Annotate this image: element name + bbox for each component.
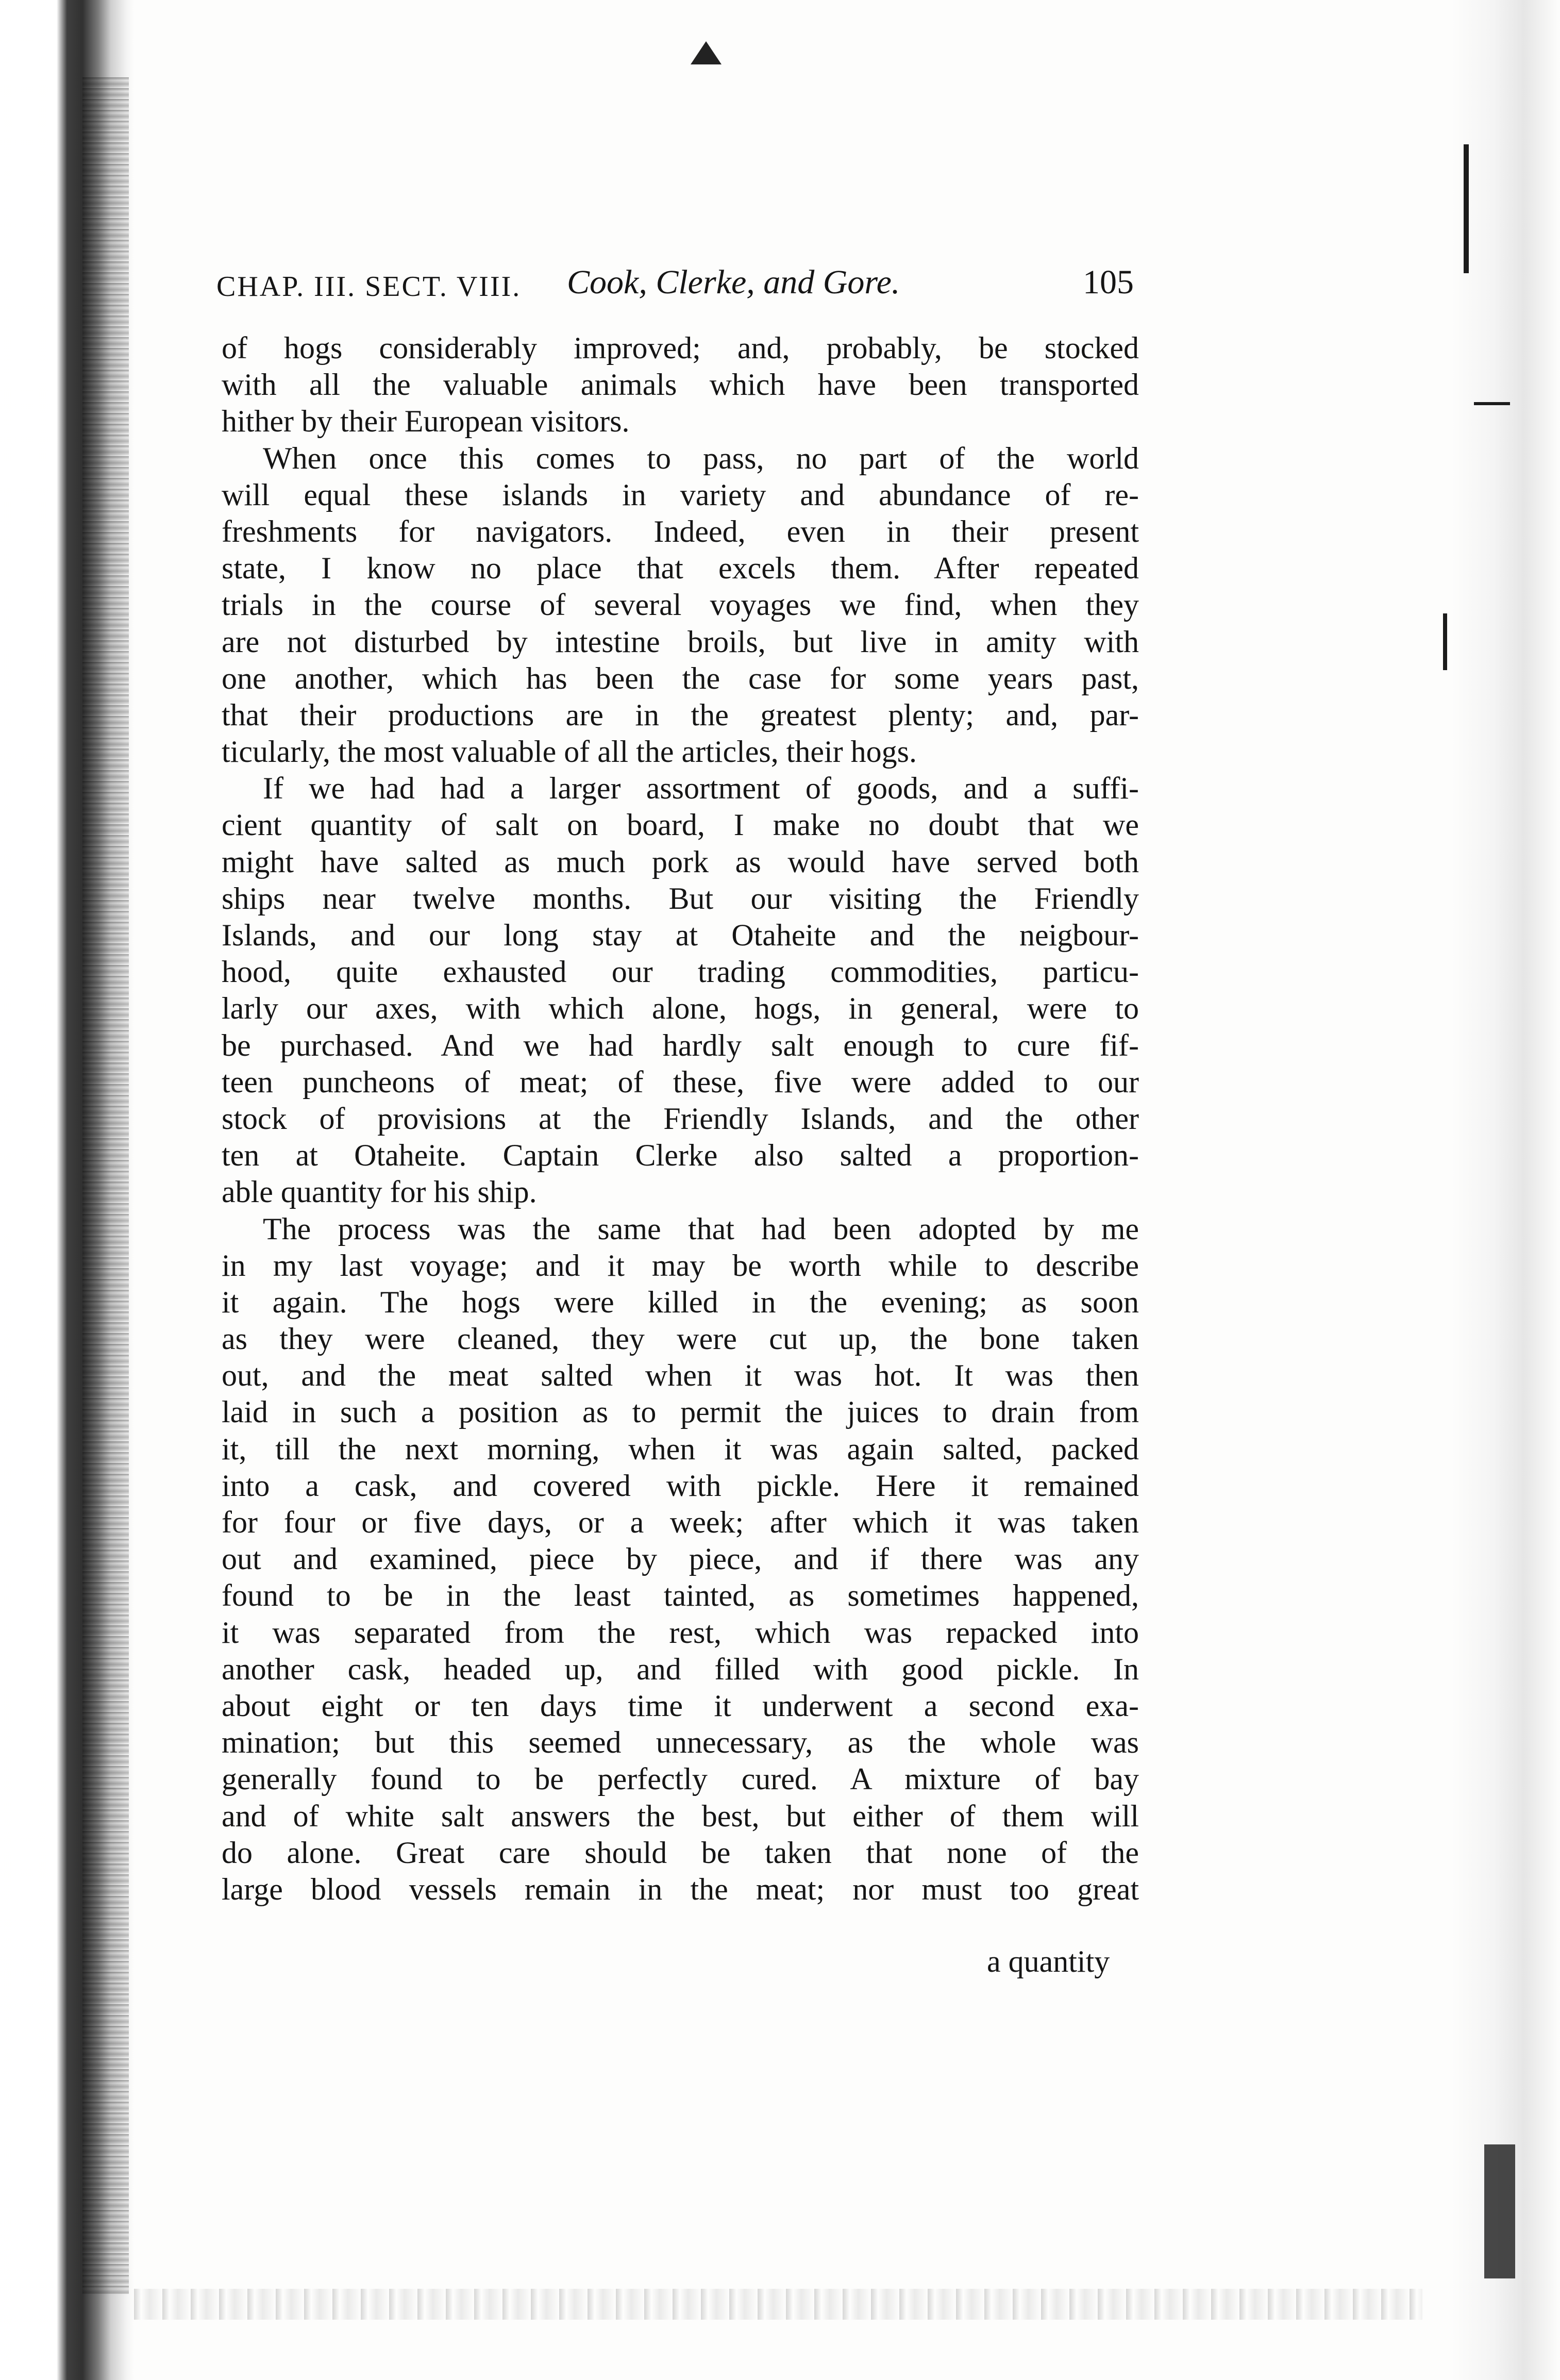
text-line: state, I know no place that excels them. After repeated [222, 551, 1139, 586]
text-line: Islands, and our long stay at Otaheite and the neigbour- [222, 918, 1139, 952]
text-line: be purchased. And we had hardly salt enough to cure fif- [222, 1028, 1139, 1062]
edge-mark [1484, 2144, 1515, 2278]
text-line: If we had had a larger assortment of goods, and a suffi- [263, 771, 1139, 806]
text-line: larly our axes, with which alone, hogs, in general, were to [222, 991, 1139, 1026]
chapter-section: CHAP. III. SECT. VIII. [216, 271, 522, 303]
text-line: one another, which has been the case for some years past, [222, 661, 1139, 695]
text-line: with all the valuable animals which have been transported [222, 368, 1139, 402]
text-line: it, till the next morning, when it was again salted, packed [222, 1432, 1139, 1466]
bottom-scan-noise [134, 2289, 1422, 2320]
text-line: about eight or ten days time it underwent a second exa- [222, 1688, 1139, 1723]
text-line: it again. The hogs were killed in the evening; as soon [222, 1285, 1139, 1319]
text-line: able quantity for his ship. [222, 1175, 537, 1209]
text-line: as they were cleaned, they were cut up, the bone taken [222, 1322, 1139, 1356]
text-line: hood, quite exhausted our trading commodities, particu- [222, 955, 1139, 989]
text-line: mination; but this seemed unnecessary, as the whole was [222, 1725, 1139, 1760]
text-line: ships near twelve months. But our visiting the Friendly [222, 881, 1139, 916]
gutter-speckle [82, 77, 129, 2294]
text-line: teen puncheons of meat; of these, five were added to our [222, 1064, 1139, 1099]
text-line: large blood vessels remain in the meat; nor must too great [222, 1872, 1139, 1906]
body-text [222, 330, 1139, 1908]
text-line: do alone. Great care should be taken that none of the [222, 1835, 1139, 1870]
page-right-edge [1452, 0, 1560, 2380]
text-line: out and examined, piece by piece, and if there was any [222, 1542, 1139, 1576]
text-line: laid in such a position as to permit the juices to drain from [222, 1395, 1139, 1429]
edge-mark [1474, 402, 1510, 405]
text-line: might have salted as much pork as would have served both [222, 844, 1139, 879]
text-line: into a cask, and covered with pickle. Here it remained [222, 1468, 1139, 1503]
text-line: ticularly, the most valuable of all the articles, their hogs. [222, 735, 917, 769]
running-title: Cook, Clerke, and Gore. [567, 263, 900, 301]
text-line: for four or five days, or a week; after which it was taken [222, 1505, 1139, 1539]
text-line: The process was the same that had been adopted by me [263, 1211, 1139, 1246]
text-line: freshments for navigators. Indeed, even in their present [222, 514, 1139, 548]
edge-mark [1443, 613, 1447, 670]
text-line: cient quantity of salt on board, I make no doubt that we [222, 808, 1139, 842]
catchword: a quantity [987, 1944, 1110, 1978]
text-line: stock of provisions at the Friendly Islands, and the other [222, 1101, 1139, 1136]
text-line: found to be in the least tainted, as sometimes happened, [222, 1578, 1139, 1613]
edge-mark [1464, 144, 1469, 273]
scan-mark [691, 41, 722, 64]
text-line: ten at Otaheite. Captain Clerke also salted a proportion- [222, 1138, 1139, 1173]
text-line: it was separated from the rest, which was repacked into [222, 1615, 1139, 1650]
text-line: of hogs considerably improved; and, probably, be stocked [222, 331, 1139, 365]
text-line: out, and the meat salted when it was hot. It was then [222, 1358, 1139, 1393]
text-line: will equal these islands in variety and abundance of re- [222, 477, 1139, 512]
running-header [216, 263, 1134, 309]
text-line: and of white salt answers the best, but either of them will [222, 1799, 1139, 1833]
text-line: in my last voyage; and it may be worth while to describe [222, 1248, 1139, 1283]
text-line: another cask, headed up, and filled with good pickle. In [222, 1652, 1139, 1686]
page-number: 105 [1083, 263, 1134, 301]
text-line: are not disturbed by intestine broils, but live in amity with [222, 624, 1139, 659]
text-line: that their productions are in the greatest plenty; and, par- [222, 697, 1139, 732]
text-line: trials in the course of several voyages we find, when they [222, 588, 1139, 622]
text-line: hither by their European visitors. [222, 404, 630, 439]
text-line: generally found to be perfectly cured. A mixture of bay [222, 1762, 1139, 1796]
text-line: When once this comes to pass, no part of the world [263, 441, 1139, 475]
